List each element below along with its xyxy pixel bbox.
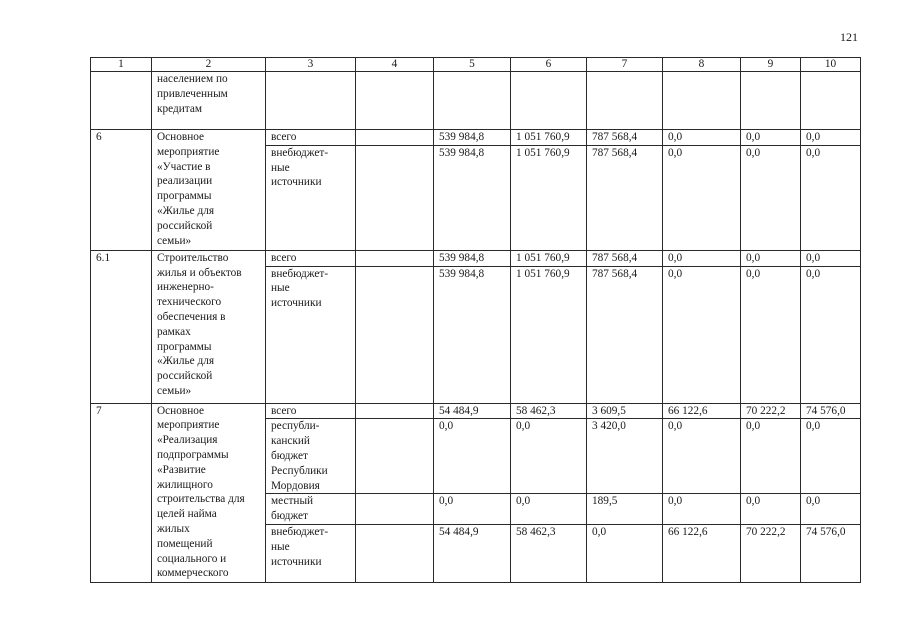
source-cell — [266, 72, 356, 130]
value-cell: 3 420,0 — [587, 419, 663, 494]
value-cell: 0,0 — [663, 494, 741, 525]
value-cell: 189,5 — [587, 494, 663, 525]
value-cell: 54 484,9 — [434, 403, 511, 419]
value-cell: 0,0 — [801, 266, 861, 403]
value-cell — [741, 72, 801, 130]
value-cell: 0,0 — [741, 494, 801, 525]
number-cell: 6.1 — [91, 250, 152, 403]
table-row — [91, 130, 861, 146]
table-row — [91, 72, 861, 130]
value-cell: 66 122,6 — [663, 403, 741, 419]
value-cell: 0,0 — [801, 130, 861, 146]
value-cell — [663, 72, 741, 130]
source-cell: всего — [266, 250, 356, 266]
value-cell: 0,0 — [511, 494, 587, 525]
value-cell: 74 576,0 — [801, 403, 861, 419]
header-cell: 9 — [741, 58, 801, 72]
header-cell: 2 — [152, 58, 266, 72]
value-cell: 0,0 — [663, 145, 741, 250]
value-cell: 3 609,5 — [587, 403, 663, 419]
number-cell — [91, 72, 152, 130]
value-cell — [356, 524, 434, 582]
value-cell: 58 462,3 — [511, 524, 587, 582]
value-cell: 1 051 760,9 — [511, 145, 587, 250]
value-cell — [356, 494, 434, 525]
source-cell: республи- канский бюджет Республики Мордовия — [266, 419, 356, 494]
value-cell: 0,0 — [741, 145, 801, 250]
value-cell: 70 222,2 — [741, 403, 801, 419]
header-cell: 6 — [511, 58, 587, 72]
value-cell: 1 051 760,9 — [511, 130, 587, 146]
source-cell: местный бюджет — [266, 494, 356, 525]
value-cell: 74 576,0 — [801, 524, 861, 582]
value-cell: 0,0 — [801, 494, 861, 525]
source-cell: внебюджет- ные источники — [266, 524, 356, 582]
value-cell: 66 122,6 — [663, 524, 741, 582]
value-cell — [356, 419, 434, 494]
value-cell: 787 568,4 — [587, 145, 663, 250]
value-cell: 787 568,4 — [587, 250, 663, 266]
source-cell: внебюджет- ные источники — [266, 145, 356, 250]
header-cell: 7 — [587, 58, 663, 72]
value-cell: 0,0 — [587, 524, 663, 582]
value-cell: 0,0 — [663, 419, 741, 494]
program-table — [90, 57, 861, 583]
value-cell: 0,0 — [801, 419, 861, 494]
value-cell: 787 568,4 — [587, 266, 663, 403]
value-cell — [356, 145, 434, 250]
header-cell: 4 — [356, 58, 434, 72]
value-cell: 0,0 — [663, 130, 741, 146]
measure-name-cell: Основное мероприятие «Реализация подпрограммы «Развитие жилищного строительства для целей найма жилых помещений социального и коммерческого — [152, 403, 266, 582]
source-cell: всего — [266, 403, 356, 419]
number-cell: 7 — [91, 403, 152, 582]
value-cell: 54 484,9 — [434, 524, 511, 582]
header-cell: 3 — [266, 58, 356, 72]
value-cell: 0,0 — [511, 419, 587, 494]
value-cell: 0,0 — [663, 250, 741, 266]
value-cell — [434, 72, 511, 130]
value-cell: 70 222,2 — [741, 524, 801, 582]
measure-name-cell: Основное мероприятие «Участие в реализации программы «Жилье для российской семьи» — [152, 130, 266, 251]
value-cell: 539 984,8 — [434, 130, 511, 146]
source-cell: внебюджет- ные источники — [266, 266, 356, 403]
table-row — [91, 403, 861, 419]
value-cell: 1 051 760,9 — [511, 266, 587, 403]
header-cell: 8 — [663, 58, 741, 72]
header-cell: 10 — [801, 58, 861, 72]
value-cell — [356, 72, 434, 130]
value-cell: 787 568,4 — [587, 130, 663, 146]
table-row — [91, 250, 861, 266]
measure-name-cell: Строительство жилья и объектов инженерно- технического обеспечения в рамках программы «Жилье для российской семьи» — [152, 250, 266, 403]
page-number: 121 — [840, 30, 858, 44]
header-cell: 5 — [434, 58, 511, 72]
value-cell — [356, 266, 434, 403]
number-cell: 6 — [91, 130, 152, 251]
header-cell: 1 — [91, 58, 152, 72]
value-cell — [511, 72, 587, 130]
value-cell: 0,0 — [663, 266, 741, 403]
value-cell: 0,0 — [741, 419, 801, 494]
value-cell: 0,0 — [741, 130, 801, 146]
value-cell: 539 984,8 — [434, 250, 511, 266]
value-cell — [356, 130, 434, 146]
value-cell — [356, 403, 434, 419]
value-cell: 539 984,8 — [434, 266, 511, 403]
value-cell: 1 051 760,9 — [511, 250, 587, 266]
value-cell: 0,0 — [741, 250, 801, 266]
value-cell: 539 984,8 — [434, 145, 511, 250]
header-row — [91, 58, 861, 72]
measure-name-cell: населением по привлеченным кредитам — [152, 72, 266, 130]
value-cell — [587, 72, 663, 130]
value-cell: 0,0 — [801, 145, 861, 250]
value-cell: 58 462,3 — [511, 403, 587, 419]
value-cell: 0,0 — [434, 419, 511, 494]
value-cell: 0,0 — [741, 266, 801, 403]
source-cell: всего — [266, 130, 356, 146]
value-cell — [801, 72, 861, 130]
value-cell: 0,0 — [434, 494, 511, 525]
value-cell: 0,0 — [801, 250, 861, 266]
value-cell — [356, 250, 434, 266]
